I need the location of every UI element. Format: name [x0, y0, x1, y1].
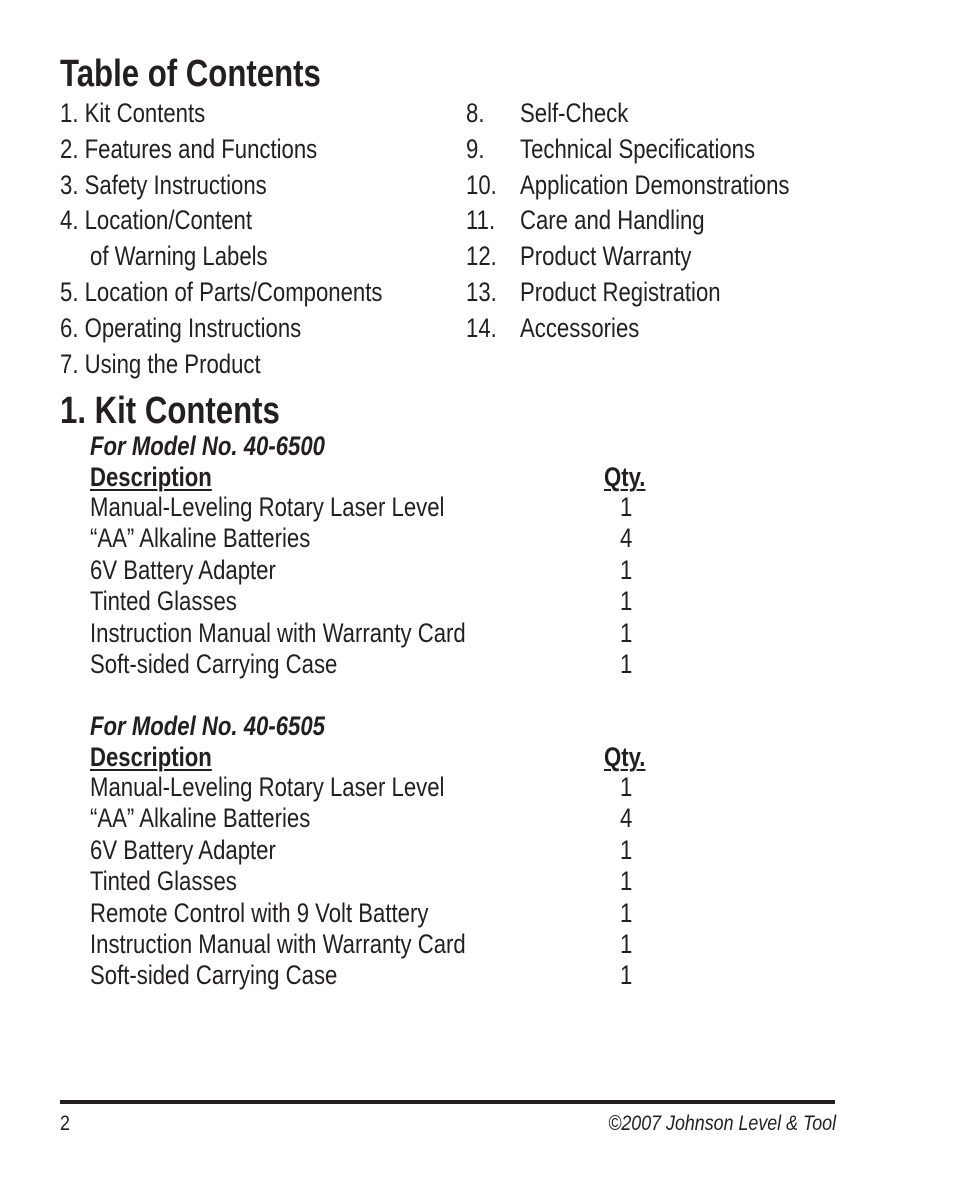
- footer-divider: [60, 1100, 835, 1104]
- kit-table-model-40-6500: [90, 430, 690, 680]
- toc-number: 9.: [466, 133, 485, 164]
- item-description: Tinted Glasses: [90, 586, 237, 617]
- table-row: [90, 803, 690, 834]
- item-description: Instruction Manual with Warranty Card: [90, 617, 466, 648]
- toc-item-product-registration[interactable]: [466, 275, 721, 311]
- toc-label: Product Registration: [520, 276, 721, 307]
- item-description: 6V Battery Adapter: [90, 554, 276, 585]
- toc-label: Accessories: [520, 312, 640, 343]
- toc-item-features-functions[interactable]: 2. Features and Functions: [60, 133, 318, 164]
- item-description: Soft-sided Carrying Case: [90, 960, 338, 991]
- item-description: Manual-Leveling Rotary Laser Level: [90, 772, 445, 802]
- table-row: [90, 649, 690, 680]
- item-qty: 1: [620, 772, 633, 802]
- qty-header: Qty.: [604, 742, 646, 772]
- table-row: [90, 929, 690, 960]
- table-row: [90, 523, 690, 554]
- toc-number: 11.: [466, 205, 496, 236]
- model-heading: For Model No. 40-6500: [90, 431, 325, 461]
- item-description: Instruction Manual with Warranty Card: [90, 928, 466, 959]
- item-qty: 1: [620, 897, 633, 928]
- table-row: [90, 618, 690, 649]
- item-qty: 1: [620, 960, 633, 991]
- toc-item-operating-instructions[interactable]: 6. Operating Instructions: [60, 312, 302, 343]
- toc-item-product-warranty[interactable]: [466, 239, 692, 275]
- table-row: [90, 555, 690, 586]
- toc-right-column: [466, 96, 790, 347]
- toc-item-safety-instructions[interactable]: 3. Safety Instructions: [60, 169, 267, 200]
- description-header: Description: [90, 742, 212, 772]
- toc-item-using-product[interactable]: 7. Using the Product: [60, 348, 261, 379]
- toc-item-technical-specifications[interactable]: [466, 132, 756, 168]
- toc-item-parts-components[interactable]: 5. Location of Parts/Components: [60, 276, 383, 307]
- toc-label: Application Demonstrations: [520, 169, 790, 200]
- toc-number: 10.: [466, 169, 497, 200]
- table-row: [90, 835, 690, 866]
- toc-label: Self-Check: [520, 98, 629, 128]
- toc-title: Table of Contents: [60, 53, 321, 95]
- page-number: 2: [60, 1112, 70, 1135]
- copyright-notice: ©2007 Johnson Level & Tool: [608, 1112, 836, 1135]
- model-heading: For Model No. 40-6505: [90, 711, 325, 741]
- toc-number: 14.: [466, 312, 497, 343]
- kit-table-header: [90, 742, 690, 772]
- table-row: [90, 772, 690, 803]
- item-description: “AA” Alkaline Batteries: [90, 523, 311, 554]
- toc-number: 8.: [466, 98, 485, 128]
- kit-table-header: [90, 462, 690, 492]
- toc-label: Product Warranty: [520, 241, 692, 272]
- table-row: [90, 866, 690, 897]
- item-qty: 1: [620, 492, 633, 522]
- item-description: Remote Control with 9 Volt Battery: [90, 897, 429, 928]
- table-row: [90, 586, 690, 617]
- item-qty: 1: [620, 554, 633, 585]
- table-row: [90, 960, 690, 991]
- item-qty: 4: [620, 523, 633, 554]
- kit-contents-title: 1. Kit Contents: [60, 390, 280, 432]
- table-row: [90, 492, 690, 523]
- qty-header: Qty.: [604, 462, 646, 492]
- toc-item-kit-contents[interactable]: 1. Kit Contents: [60, 98, 206, 128]
- toc-item-warning-labels[interactable]: 4. Location/Content: [60, 205, 253, 236]
- item-description: Manual-Leveling Rotary Laser Level: [90, 492, 445, 522]
- item-description: “AA” Alkaline Batteries: [90, 803, 311, 834]
- item-qty: 1: [620, 834, 633, 865]
- toc-item-self-check[interactable]: [466, 96, 629, 132]
- item-qty: 4: [620, 803, 633, 834]
- item-qty: 1: [620, 928, 633, 959]
- item-description: Tinted Glasses: [90, 866, 237, 897]
- item-qty: 1: [620, 648, 633, 679]
- item-qty: 1: [620, 586, 633, 617]
- item-description: 6V Battery Adapter: [90, 834, 276, 865]
- table-row: [90, 898, 690, 929]
- description-header: Description: [90, 462, 212, 492]
- toc-number: 13.: [466, 276, 497, 307]
- toc-item-accessories[interactable]: [466, 311, 640, 347]
- item-qty: 1: [620, 617, 633, 648]
- toc-label: Technical Specifications: [520, 133, 756, 164]
- toc-left-column: [60, 96, 453, 382]
- kit-table-model-40-6505: [90, 710, 690, 992]
- item-qty: 1: [620, 866, 633, 897]
- toc-number: 12.: [466, 241, 497, 272]
- toc-item-care-handling[interactable]: [466, 203, 705, 239]
- item-description: Soft-sided Carrying Case: [90, 648, 338, 679]
- toc-item-warning-labels-continued[interactable]: of Warning Labels: [90, 241, 268, 272]
- toc-label: Care and Handling: [520, 205, 705, 236]
- toc-item-application-demonstrations[interactable]: [466, 168, 790, 204]
